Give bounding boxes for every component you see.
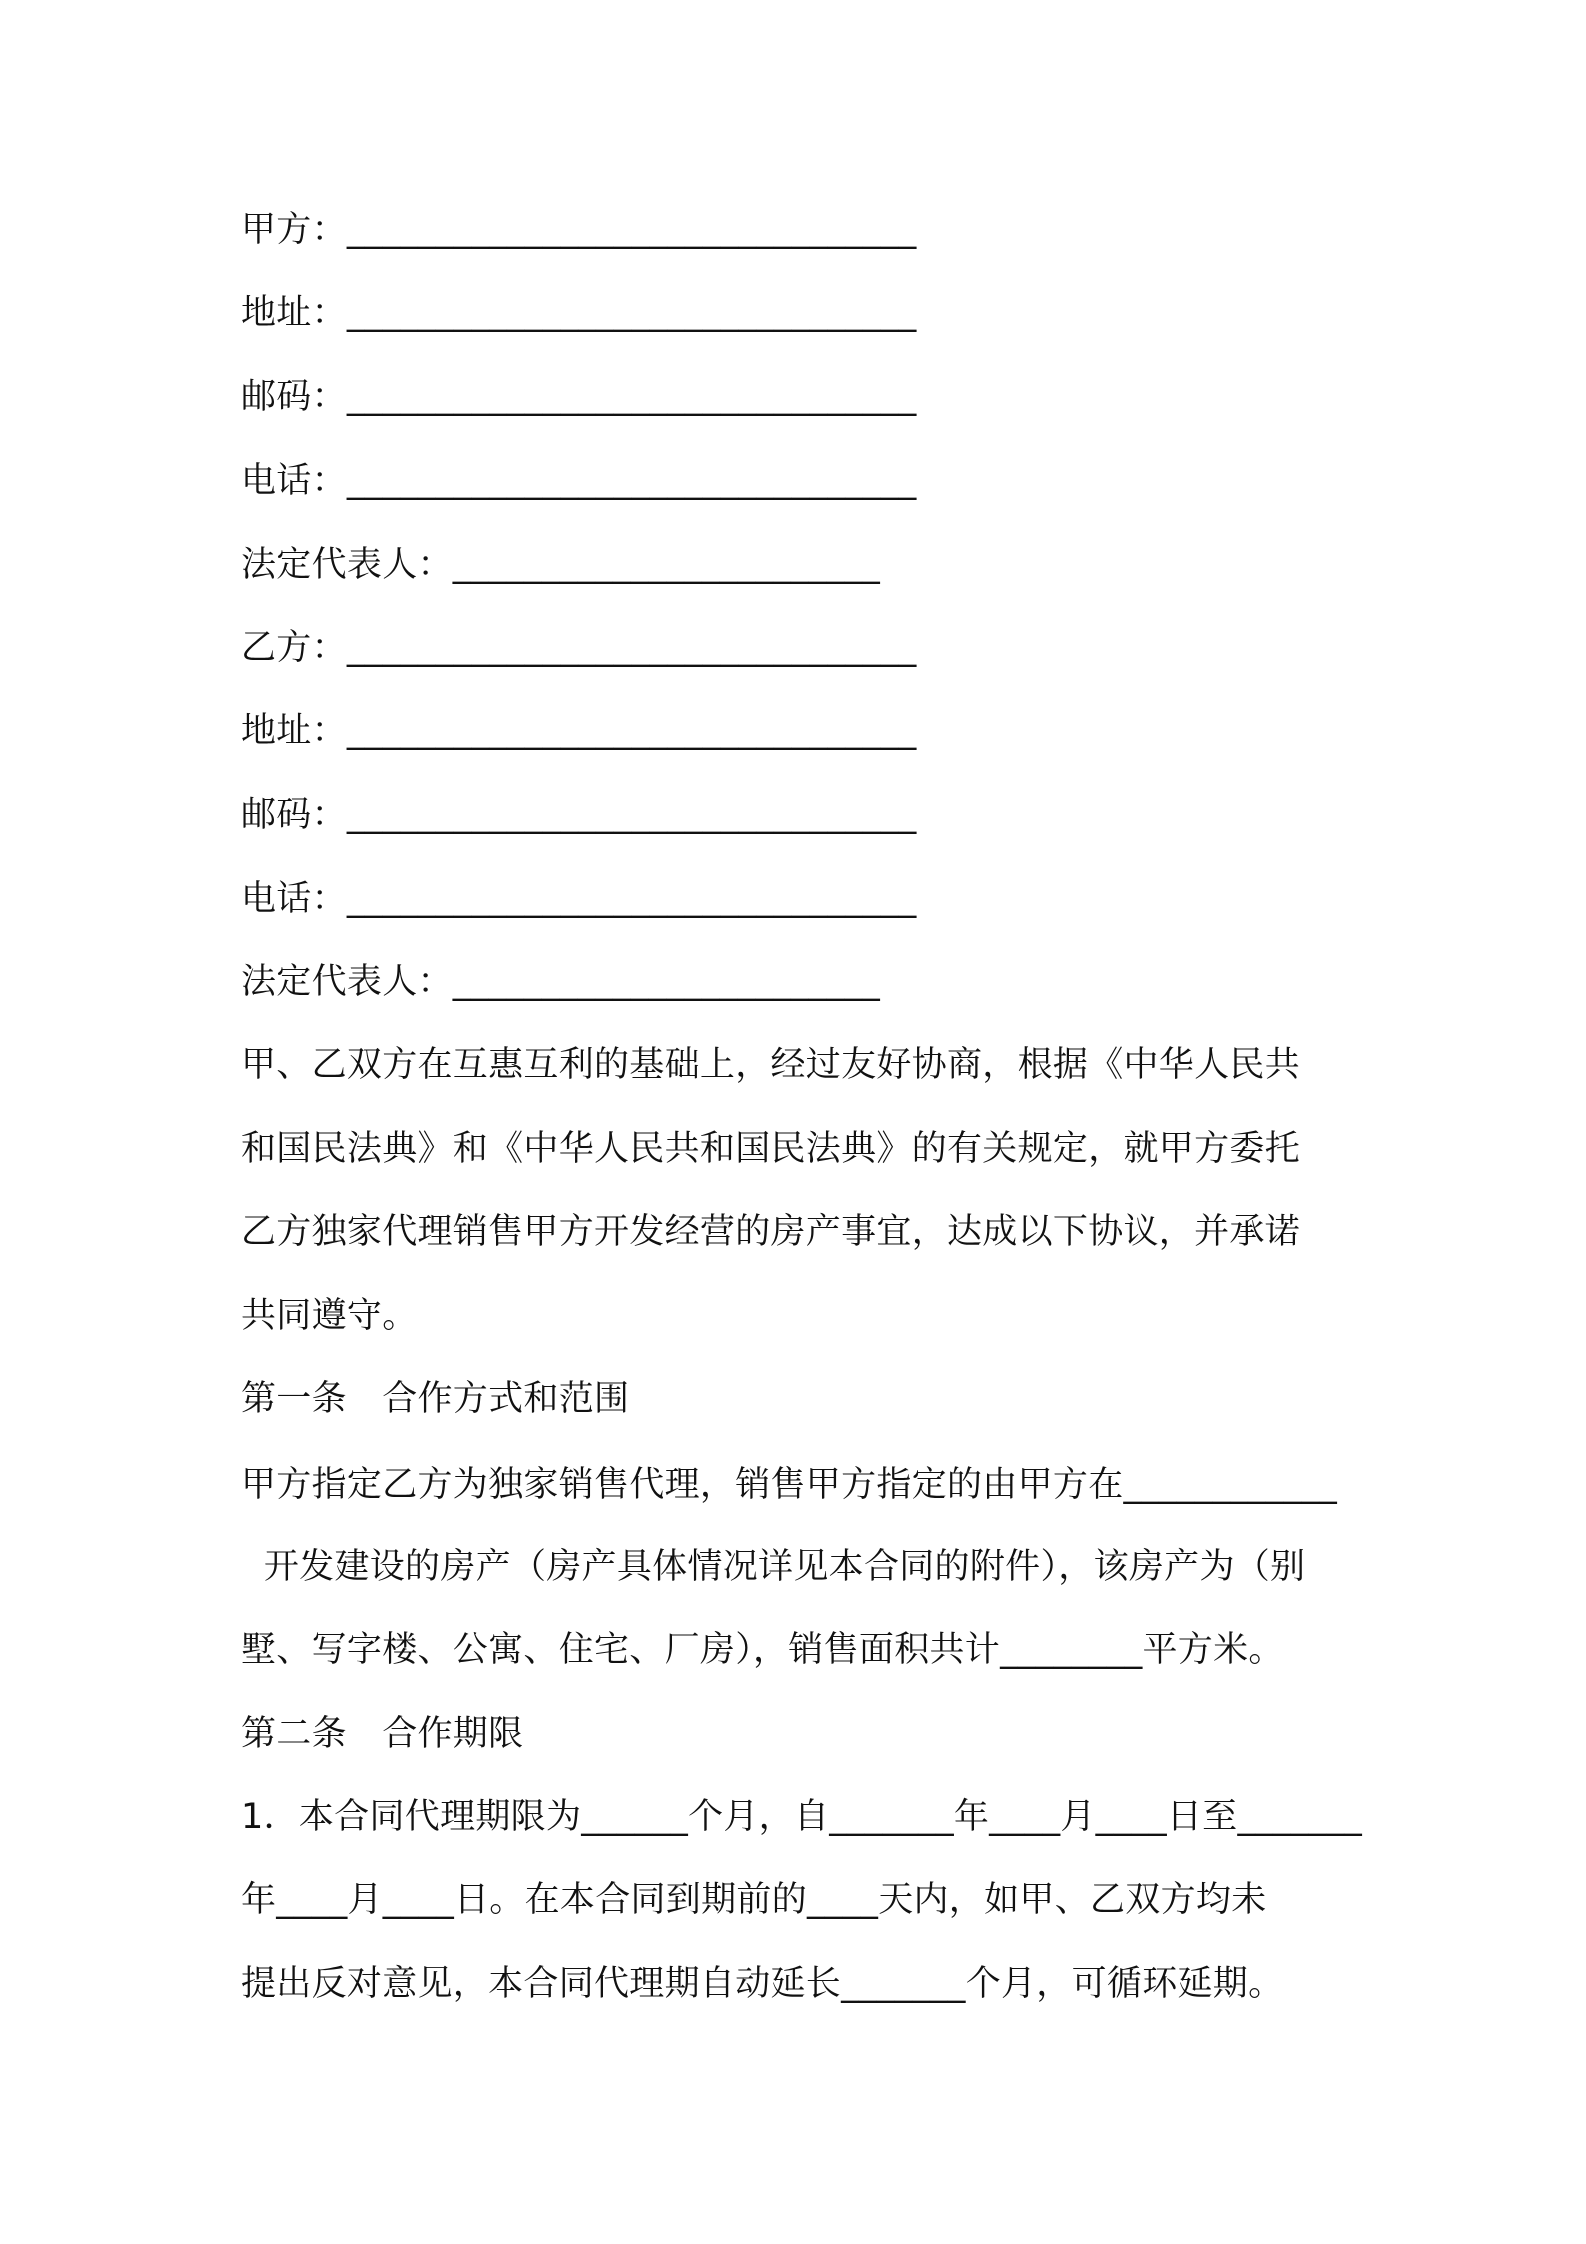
party-b-name-field: 乙方：________________________________: [241, 628, 917, 668]
party-a-postcode-field: 邮码：________________________________: [241, 377, 917, 417]
party-b-address-field: 地址：________________________________: [241, 711, 917, 751]
article-2-line: 提出反对意见，本合同代理期自动延长_______个月，可循环延期。: [241, 1964, 1284, 2004]
party-b-legal-rep-field: 法定代表人：________________________: [241, 962, 881, 1002]
party-a-address-field: 地址：________________________________: [241, 293, 917, 333]
article-2-line: 年____月____日。在本合同到期前的____天内，如甲、乙双方均未: [241, 1880, 1267, 1920]
article-1-line: 墅、写字楼、公寓、住宅、厂房），销售面积共计________平方米。: [241, 1630, 1284, 1670]
article-2-line: 1．本合同代理期限为______个月，自_______年____月____日至_______: [241, 1797, 1363, 1837]
party-b-postcode-field: 邮码：________________________________: [241, 795, 917, 835]
party-b-phone-field: 电话：________________________________: [241, 879, 917, 919]
party-a-phone-field: 电话：________________________________: [241, 461, 917, 501]
article-2-title: 第二条 合作期限: [241, 1714, 524, 1754]
party-a-name-field: 甲方：________________________________: [241, 210, 917, 250]
article-1-title: 第一条 合作方式和范围: [241, 1379, 630, 1419]
preamble-line: 乙方独家代理销售甲方开发经营的房产事宜，达成以下协议，并承诺: [241, 1212, 1301, 1252]
party-a-legal-rep-field: 法定代表人：________________________: [241, 545, 881, 585]
preamble-line: 共同遵守。: [241, 1296, 418, 1336]
article-1-line: 开发建设的房产（房产具体情况详见本合同的附件），该房产为（别: [241, 1547, 1306, 1587]
preamble-line: 甲、乙双方在互惠互利的基础上，经过友好协商，根据《中华人民共: [241, 1045, 1301, 1085]
preamble-line: 和国民法典》和《中华人民共和国民法典》的有关规定，就甲方委托: [241, 1129, 1301, 1169]
article-1-line: 甲方指定乙方为独家销售代理，销售甲方指定的由甲方在____________: [241, 1465, 1338, 1505]
